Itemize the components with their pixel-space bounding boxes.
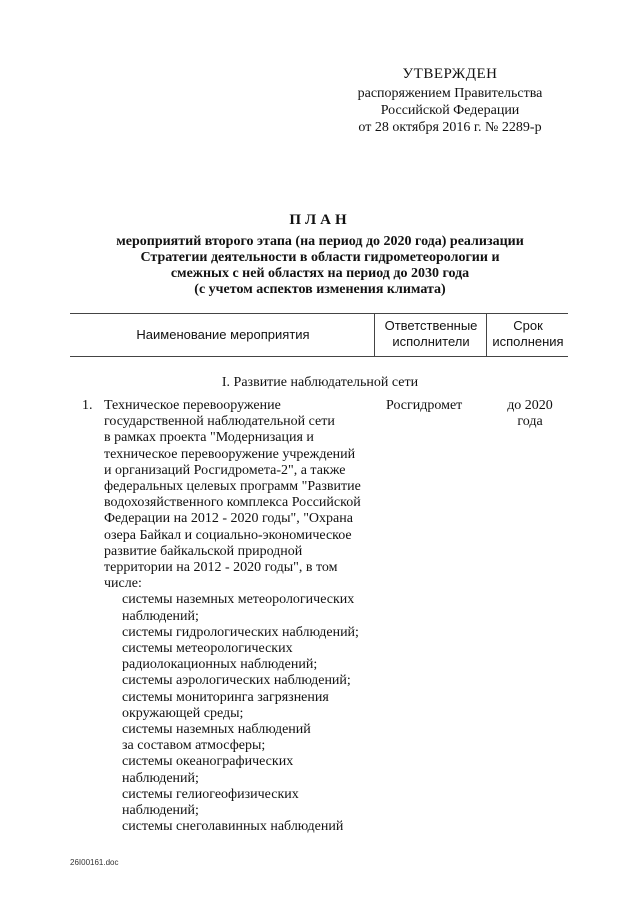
item-number: 1. — [82, 398, 93, 413]
header-term — [488, 318, 568, 350]
item-line: числе: — [104, 576, 142, 592]
item-sub-line: системы океанографических — [122, 754, 294, 770]
plan-subtitle-line-2: Стратегии деятельности в области гидрометеорологии и — [140, 250, 500, 265]
item-line: федеральных целевых программ "Развитие — [104, 479, 361, 495]
table-column-divider — [486, 313, 487, 356]
header-responsible-line-2: исполнители — [392, 334, 470, 349]
item-term-line-2: года — [517, 414, 543, 430]
table-header-bottom-rule — [70, 356, 568, 357]
header-term-line-2: исполнения — [492, 334, 564, 349]
item-sub-line: наблюдений; — [122, 770, 199, 786]
item-sub-line: за составом атмосферы; — [122, 738, 266, 754]
item-line: государственной наблюдательной сети — [104, 414, 335, 430]
item-line: в рамках проекта "Модернизация и — [104, 430, 314, 446]
item-sub-line: системы мониторинга загрязнения — [122, 689, 329, 705]
plan-subtitle-line-4: (с учетом аспектов изменения климата) — [194, 282, 446, 297]
plan-subtitle-line-3: смежных с ней областях на период до 2030 года — [170, 266, 470, 281]
item-sub-line: системы гидрологических наблюдений; — [122, 624, 359, 640]
header-responsible — [376, 318, 486, 350]
header-term-line-1: Срок — [513, 318, 543, 333]
item-sub-line: системы гелиогеофизических — [122, 786, 299, 802]
plan-subtitle — [60, 234, 580, 298]
item-line: озера Байкал и социально-экономическое — [104, 527, 352, 543]
item-responsible: Росгидромет — [386, 398, 463, 413]
item-line: территории на 2012 - 2020 годы", в том — [104, 560, 338, 576]
plan-subtitle-line-1: мероприятий второго этапа (на период до 2020 года) реализации — [116, 234, 524, 249]
plan-title: ПЛАН — [289, 212, 351, 228]
item-line: Техническое перевооружение — [104, 398, 281, 413]
table-column-divider — [374, 313, 375, 356]
approval-title: УТВЕРЖДЕН — [402, 66, 498, 82]
approval-line-2: Российской Федерации — [380, 103, 520, 118]
approval-line-1: распоряжением Правительства — [357, 86, 543, 101]
table-header-top-rule — [70, 313, 568, 314]
header-responsible-line-1: Ответственные — [384, 318, 478, 333]
item-line: развитие байкальской природной — [104, 543, 303, 559]
approval-line-3: от 28 октября 2016 г. № 2289-р — [358, 120, 542, 135]
item-term — [492, 398, 568, 430]
item-sub-line: системы метеорологических — [122, 641, 293, 657]
item-sub-line: системы снеголавинных наблюдений — [122, 819, 344, 835]
item-line: водохозяйственного комплекса Российской — [104, 495, 361, 511]
item-sub-line: наблюдений; — [122, 608, 199, 624]
header-activity-name: Наименование мероприятия — [136, 327, 310, 342]
document-filename: 26I00161.doc — [70, 858, 119, 867]
item-sub-line: системы наземных метеорологических — [122, 592, 355, 608]
section-heading: I. Развитие наблюдательной сети — [221, 375, 419, 390]
item-sub-line: системы аэрологических наблюдений; — [122, 673, 351, 689]
item-line: техническое перевооружение учреждений — [104, 446, 356, 462]
item-sub-line: окружающей среды; — [122, 705, 244, 721]
item-sub-line: системы наземных наблюдений — [122, 722, 311, 738]
item-term-line-1: до 2020 — [507, 398, 553, 413]
item-line: и организаций Росгидромета-2", а также — [104, 462, 346, 478]
item-description — [104, 398, 380, 835]
item-line: Федерации на 2012 - 2020 годы", "Охрана — [104, 511, 353, 527]
approval-block — [340, 66, 560, 136]
item-sub-line: наблюдений; — [122, 803, 199, 819]
item-sub-line: радиолокационных наблюдений; — [122, 657, 318, 673]
